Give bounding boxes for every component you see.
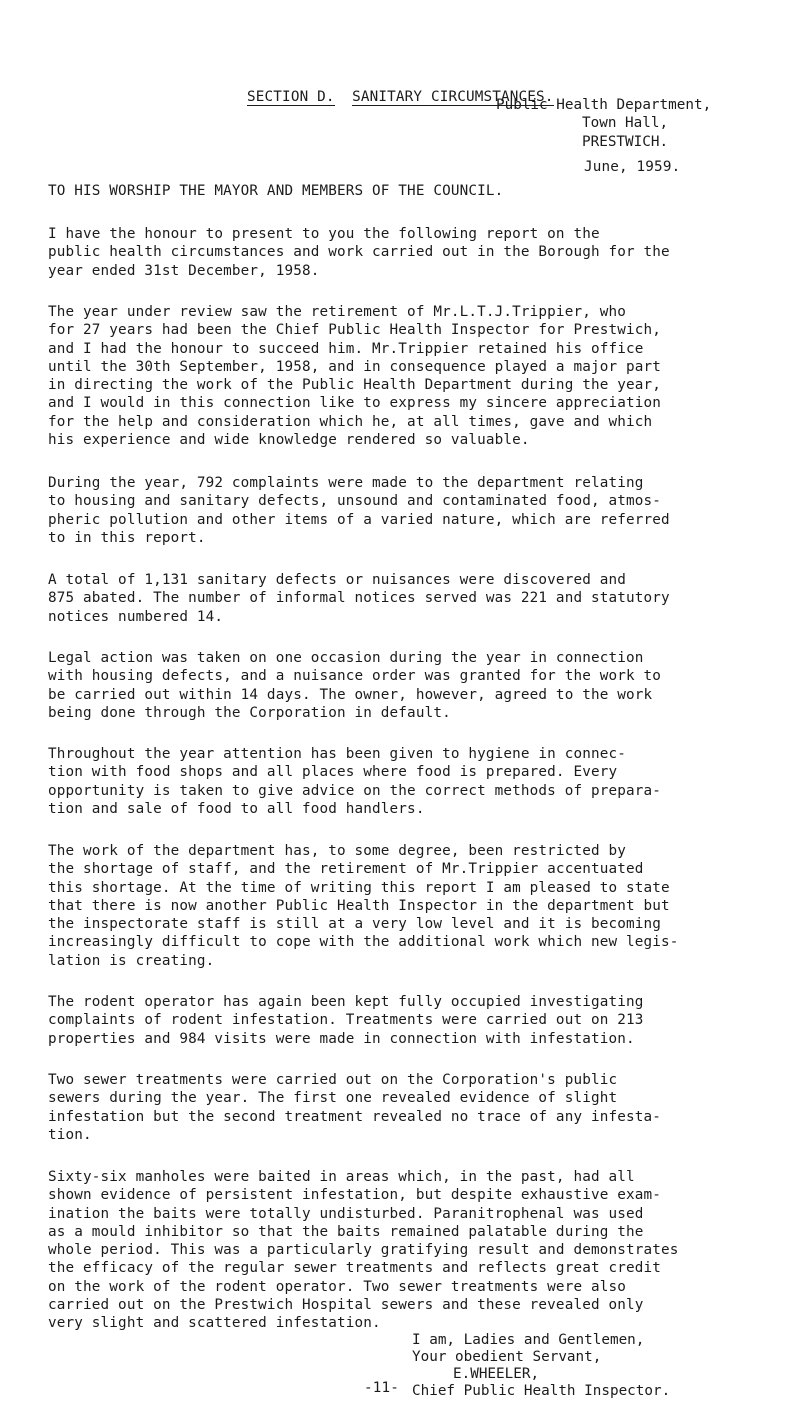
text-line: with housing defects, and a nuisance order was granted for the work to: [48, 668, 662, 685]
paragraph-defects: [48, 571, 788, 626]
text-line: to in this report.: [48, 529, 206, 546]
paragraph-complaints: [48, 474, 788, 547]
closing-line: Chief Public Health Inspector.: [412, 1383, 671, 1399]
text-line: The rodent operator has again been kept fully occupied investigating: [48, 994, 644, 1010]
text-line: whole period. This was a particularly gratifying result and demonstrates: [48, 1242, 679, 1259]
text-line: tion with food shops and all places where food is prepared. Every: [48, 764, 618, 781]
text-line: until the 30th September, 1958, and in consequence played a major part: [48, 358, 662, 375]
closing-line: Your obedient Servant,: [412, 1349, 602, 1365]
text-line: Two sewer treatments were carried out on the Corporation's public: [48, 1072, 618, 1088]
text-line: opportunity is taken to give advice on the correct methods of prepara-: [48, 782, 662, 799]
text-line: Sixty-six manholes were baited in areas which, in the past, had all: [48, 1169, 635, 1185]
closing-line: E.WHEELER,: [453, 1366, 540, 1382]
text-line: be carried out within 14 days. The owner, however, agreed to the work: [48, 686, 653, 703]
text-line: and I would in this connection like to express my sincere appreciation: [48, 395, 662, 412]
text-line: ination the baits were totally undisturbed. Paranitrophenal was used: [48, 1205, 644, 1222]
page-number: -11-: [364, 1380, 400, 1396]
text-line: for 27 years had been the Chief Public Health Inspector for Prestwich,: [48, 322, 662, 339]
text-line: A total of 1,131 sanitary defects or nuisances were discovered and: [48, 572, 626, 588]
text-line: as a mould inhibitor so that the baits remained palatable during the: [48, 1223, 644, 1240]
text-line: on the work of the rodent operator. Two sewer treatments were also: [48, 1278, 626, 1295]
text-line: the inspectorate staff is still at a very low level and it is becoming: [48, 916, 662, 933]
text-line: for the help and consideration which he, at all times, gave and which: [48, 413, 653, 430]
text-line: the shortage of staff, and the retirement of Mr.Trippier accentuated: [48, 861, 644, 878]
paragraph-intro: [48, 225, 788, 280]
text-line: his experience and wide knowledge rendered so valuable.: [48, 432, 530, 449]
text-line: complaints of rodent infestation. Treatments were carried out on 213: [48, 1012, 644, 1029]
text-line: in directing the work of the Public Health Department during the year,: [48, 377, 662, 394]
text-line: lation is creating.: [48, 952, 215, 969]
section-title: SANITARY CIRCUMSTANCES.: [352, 89, 554, 105]
address-line: PRESTWICH.: [582, 133, 669, 150]
text-line: properties and 984 visits were made in connection with infestation.: [48, 1030, 635, 1047]
paragraph-staffing: [48, 842, 788, 970]
text-line: sewers during the year. The first one revealed evidence of slight: [48, 1090, 618, 1107]
text-line: notices numbered 14.: [48, 608, 224, 625]
paragraph-rodent-operator: [48, 993, 788, 1048]
text-line: infestation but the second treatment revealed no trace of any infesta-: [48, 1108, 662, 1125]
text-line: 875 abated. The number of informal notices served was 221 and statutory: [48, 590, 670, 607]
text-line: to housing and sanitary defects, unsound and contaminated food, atmos-: [48, 493, 662, 510]
paragraph-sewer-treatments: [48, 1071, 788, 1144]
text-line: increasingly difficult to cope with the additional work which new legis-: [48, 934, 679, 951]
closing-line: I am, Ladies and Gentlemen,: [412, 1332, 645, 1348]
text-line: being done through the Corporation in default.: [48, 704, 451, 721]
text-line: Legal action was taken on one occasion during the year in connection: [48, 650, 644, 666]
text-line: During the year, 792 complaints were made to the department relating: [48, 475, 644, 491]
text-line: pheric pollution and other items of a varied nature, which are referred: [48, 511, 670, 528]
paragraph-retirement: [48, 303, 788, 449]
text-line: tion.: [48, 1126, 92, 1143]
text-line: this shortage. At the time of writing this report I am pleased to state: [48, 879, 670, 896]
text-line: I have the honour to present to you the following report on the: [48, 226, 600, 242]
text-line: public health circumstances and work carried out in the Borough for the: [48, 244, 670, 261]
address-line: Town Hall,: [582, 115, 669, 132]
text-line: that there is now another Public Health Inspector in the department but: [48, 897, 670, 914]
text-line: year ended 31st December, 1958.: [48, 262, 320, 279]
text-line: carried out on the Prestwich Hospital sewers and these revealed only: [48, 1297, 644, 1314]
paragraph-manholes: [48, 1168, 788, 1333]
text-line: very slight and scattered infestation.: [48, 1315, 381, 1332]
text-line: shown evidence of persistent infestation, but despite exhaustive exam-: [48, 1187, 662, 1204]
text-line: and I had the honour to succeed him. Mr.Trippier retained his office: [48, 340, 644, 357]
sender-address: [496, 96, 711, 151]
paragraph-food-hygiene: [48, 745, 788, 818]
text-line: tion and sale of food to all food handlers.: [48, 800, 425, 817]
text-line: the efficacy of the regular sewer treatments and reflects great credit: [48, 1260, 662, 1277]
section-label: SECTION D.: [247, 89, 335, 105]
text-line: The year under review saw the retirement of Mr.L.T.J.Trippier, who: [48, 304, 626, 320]
address-line: Public Health Department,: [496, 97, 712, 113]
closing-signature: [412, 1332, 670, 1400]
salutation: TO HIS WORSHIP THE MAYOR AND MEMBERS OF THE COUNCIL.: [48, 183, 504, 199]
report-date: June, 1959.: [584, 159, 681, 175]
text-line: Throughout the year attention has been given to hygiene in connec-: [48, 746, 626, 762]
paragraph-legal-action: [48, 649, 788, 722]
text-line: The work of the department has, to some degree, been restricted by: [48, 843, 626, 859]
